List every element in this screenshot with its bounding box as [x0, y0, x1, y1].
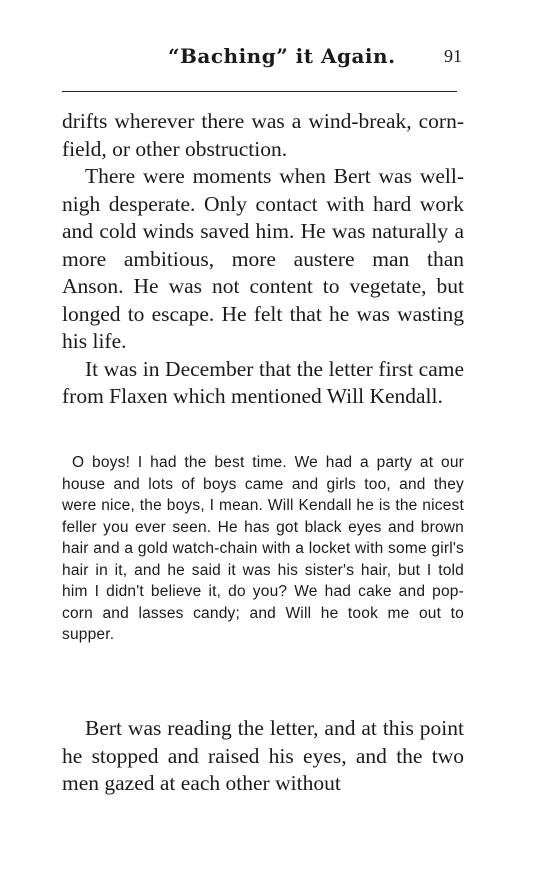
paragraph-continued: drifts wherever there was a wind-break, corn-field, or other obstruction. — [62, 109, 464, 161]
page-header — [62, 44, 462, 74]
letter-quote — [62, 452, 464, 646]
paragraph: There were moments when Bert was well-nigh desperate. Only contact with hard work and cold winds saved him. He was naturally a more ambitious, more austere man than Anson. He was not content to vegetate, but longed to escape. He felt that he was wasting his life. — [62, 164, 464, 353]
header-rule — [62, 91, 457, 92]
body-text — [62, 108, 464, 411]
continuation-text — [62, 715, 464, 798]
letter-text: O boys! I had the best time. We had a party at our house and lots of boys came and girls too, and they were nice, the boys, I mean. Will Kendall he is the nicest feller you ever seen. He has got black eyes and brown hair and a gold watch-chain with a locket with some girl's hair in it, and he said it was his sister's hair, but I told him I didn't believe it, do you? We had cake and pop-corn and lasses candy; and Will he took me out to supper. — [62, 454, 464, 643]
page-number: 91 — [444, 46, 462, 66]
paragraph: Bert was reading the letter, and at this point he stopped and raised his eyes, and the two men gazed at each other without — [62, 716, 464, 795]
running-head: “Baching” it Again. — [168, 44, 396, 68]
paragraph: It was in December that the letter first came from Flaxen which mentioned Will Kendall. — [62, 356, 464, 408]
